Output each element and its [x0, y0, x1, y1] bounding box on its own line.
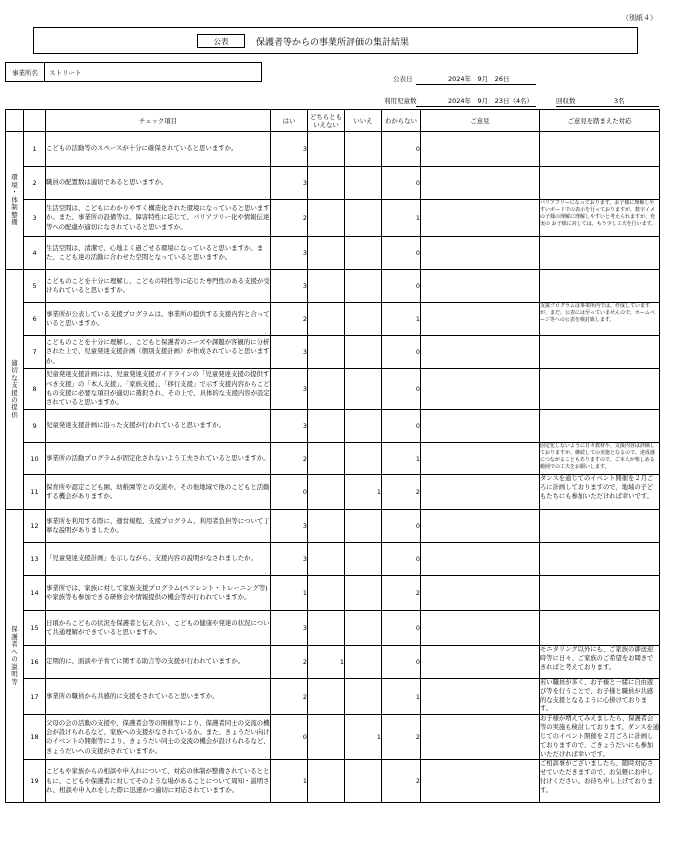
unknown-count: 0 — [382, 167, 421, 200]
no-count — [345, 679, 382, 715]
category-label-char: 体 — [11, 195, 18, 204]
row-number: 15 — [24, 611, 46, 646]
check-item: 職員の配置数は適切であると思いますか。 — [46, 167, 271, 200]
unknown-count: 0 — [382, 132, 421, 167]
neither-count — [308, 543, 345, 576]
annex-label: （別紙４） — [622, 14, 657, 22]
yes-count: 3 — [271, 369, 308, 410]
page-title: 保護者等からの事業所評価の集計結果 — [256, 38, 410, 48]
yes-count: 0 — [271, 715, 308, 760]
response-text — [540, 336, 660, 369]
users-underline — [416, 106, 536, 107]
check-item: 事業所では、家族に対して家族支援プログラム(ペアレント・トレーニング等)や家族等も参加できる研修会や情報提供の機会等が行われていますか。 — [46, 576, 271, 611]
header-item: チェック項目 — [46, 110, 271, 132]
opinion-text — [421, 611, 540, 646]
check-item: 児童発達支援計画に沿った支援が行われていると思いますか。 — [46, 410, 271, 443]
check-item: 生活空間は、清潔で、心地よく過ごせる環境になっていると思いますか。また、こども達の活動に合わせた空間となっていると思いますか。 — [46, 237, 271, 270]
date-underline — [416, 84, 536, 85]
yes-count: 2 — [271, 200, 308, 237]
yes-count: 3 — [271, 270, 308, 303]
unknown-count: 0 — [382, 646, 421, 679]
opinion-text — [421, 646, 540, 679]
response-text — [540, 132, 660, 167]
yes-count: 3 — [271, 543, 308, 576]
category-label-char: 保 — [11, 625, 18, 634]
neither-count — [308, 576, 345, 611]
row-number: 13 — [24, 543, 46, 576]
neither-count — [308, 270, 345, 303]
row-number: 10 — [24, 443, 46, 475]
responses-value: 3名 — [614, 97, 625, 105]
neither-count — [308, 200, 345, 237]
row-number: 7 — [24, 336, 46, 369]
unknown-count: 1 — [382, 443, 421, 475]
table-row — [6, 715, 660, 760]
neither-count — [308, 303, 345, 336]
row-number: 11 — [24, 475, 46, 510]
category-label-char: 説 — [11, 662, 18, 671]
table-row — [6, 303, 660, 336]
row-number: 1 — [24, 132, 46, 167]
check-item: 父母の会の活動の支援や、保護者会等の開催等により、保護者同士の交流の機会が設けられるなど、家族への支援がなされているか。また、きょうだい向けのイベントの開催等により、きょうだい同士の交流の機会が設けられるなど、きょうだいへの支援がされていますか。 — [46, 715, 271, 760]
unknown-count: 0 — [382, 611, 421, 646]
opinion-text — [421, 369, 540, 410]
no-count: 1 — [345, 715, 382, 760]
opinion-text — [421, 715, 540, 760]
unknown-count: 0 — [382, 336, 421, 369]
category-label-char: 護 — [11, 632, 18, 641]
table-row — [6, 576, 660, 611]
category-label-char: 明 — [11, 670, 18, 679]
no-count — [345, 303, 382, 336]
category-label-char: へ — [11, 647, 18, 656]
yes-count: 2 — [271, 443, 308, 475]
response-text — [540, 167, 660, 200]
table-row — [6, 237, 660, 270]
yes-count: 1 — [271, 576, 308, 611]
check-item: 「児童発達支援計画」を示しながら、支援内容の説明がなされましたか。 — [46, 543, 271, 576]
opinion-text — [421, 270, 540, 303]
table-row — [6, 510, 660, 543]
table-row — [6, 611, 660, 646]
neither-count — [308, 443, 345, 475]
neither-count — [308, 510, 345, 543]
neither-count — [308, 760, 345, 803]
no-count — [345, 200, 382, 237]
response-text: ダンスを通じてのイベント開催を２月ごろに計画しておりますので、地域の子どもたちにも参加いただければ幸いです。 — [540, 475, 660, 510]
evaluation-table — [5, 109, 660, 803]
row-number: 9 — [24, 410, 46, 443]
yes-count: 2 — [271, 679, 308, 715]
check-item: 保育所や認定こども園、幼稚園等との交流や、その他地域で他のこどもと活動する機会がありますか。 — [46, 475, 271, 510]
no-count — [345, 543, 382, 576]
table-row — [6, 369, 660, 410]
row-number: 12 — [24, 510, 46, 543]
opinion-text — [421, 167, 540, 200]
response-text: ご相談事がございましたら、随時対応させていただきますので、お気軽にお申し付けください。お待ち申し上げております。 — [540, 760, 660, 803]
yes-count: 0 — [271, 475, 308, 510]
row-number: 5 — [24, 270, 46, 303]
neither-count — [308, 237, 345, 270]
header-opinion: ご意見 — [421, 110, 540, 132]
header-no: いいえ — [345, 110, 382, 132]
no-count — [345, 132, 382, 167]
no-count — [345, 369, 382, 410]
opinion-text — [421, 760, 540, 803]
row-number: 4 — [24, 237, 46, 270]
opinion-text — [421, 303, 540, 336]
no-count — [345, 410, 382, 443]
yes-count: 3 — [271, 167, 308, 200]
response-text: モニタリング以外にも、ご家族の御送迎時等に日々、ご家族のご希望をお聞きできればと考えております。 — [540, 646, 660, 679]
row-number: 6 — [24, 303, 46, 336]
neither-count — [308, 715, 345, 760]
row-number: 2 — [24, 167, 46, 200]
response-text — [540, 611, 660, 646]
header-unknown: わからない — [382, 110, 421, 132]
opinion-text — [421, 237, 540, 270]
category-label-char: ・ — [11, 188, 18, 197]
table-row — [6, 200, 660, 237]
opinion-text — [421, 510, 540, 543]
yes-count: 2 — [271, 646, 308, 679]
check-item: 生活空間は、こどもにわかりやすく構造化された環境になっていると思いますか。また、事業所の設備等は、障害特性に応じて、バリアフリー化や情報伝達等への配慮が適切になされていると思いますか。 — [46, 200, 271, 237]
category-label-char: 等 — [11, 677, 18, 686]
yes-count: 2 — [271, 303, 308, 336]
header-blank — [24, 110, 46, 132]
table-row — [6, 760, 660, 803]
yes-count: 3 — [271, 611, 308, 646]
check-item: 事業所が公表している支援プログラムは、事業所の提供する支援内容と合っていると思いますか。 — [46, 303, 271, 336]
responses-underline — [556, 106, 659, 107]
response-text: バリアフリーになっております。お子様に理解しやすいボードでの表示を行っておりますが、数字イメの子様の理解に理解しやすいと考えられますが、充実の お子様に対しては、もう少し工夫を行います。 — [540, 200, 660, 237]
row-number: 8 — [24, 369, 46, 410]
category-label-char: の — [11, 655, 18, 664]
row-number: 17 — [24, 679, 46, 715]
yes-count: 3 — [271, 336, 308, 369]
table-row — [6, 679, 660, 715]
category-label-char: 備 — [11, 218, 18, 227]
category-label-char: 提 — [11, 403, 18, 412]
row-number: 3 — [24, 200, 46, 237]
table-row — [6, 167, 660, 200]
unknown-count: 0 — [382, 270, 421, 303]
yes-count: 3 — [271, 510, 308, 543]
public-badge: 公表 — [197, 34, 245, 48]
response-text: お子様が増えてみえましたら、保護者会等の実施も検討しております。ダンスを通じてのイベント開催を２月ごろに計画しておりますので、ごきょうだいにも参加いただければ幸いです。 — [540, 715, 660, 760]
yes-count: 1 — [271, 760, 308, 803]
header-neither: どちらともいえない — [308, 110, 345, 132]
category-cell — [6, 132, 24, 270]
unknown-count: 0 — [382, 510, 421, 543]
category-label-char: 者 — [11, 640, 18, 649]
publication-date-label: 公表日 — [393, 75, 413, 83]
unknown-count: 1 — [382, 679, 421, 715]
check-item: 事業所を利用する際に、運営規程、支援プログラム、利用者負担等について丁寧な説明がありましたか。 — [46, 510, 271, 543]
check-item: こどものことを十分に理解し、こどもの特性等に応じた専門性のある支援が受けられていると思いますか。 — [46, 270, 271, 303]
office-box — [5, 62, 262, 82]
no-count — [345, 611, 382, 646]
neither-count — [308, 167, 345, 200]
table-row — [6, 336, 660, 369]
check-item: 事業所の活動プログラムが固定化されないよう工夫されていると思いますか。 — [46, 443, 271, 475]
unknown-count: 0 — [382, 410, 421, 443]
responses-label: 回収数 — [556, 97, 576, 105]
opinion-text — [421, 679, 540, 715]
neither-count — [308, 369, 345, 410]
table-header-row — [6, 110, 660, 132]
category-cell — [6, 270, 24, 510]
row-number: 14 — [24, 576, 46, 611]
check-item: 児童発達支援計画には、児童発達支援ガイドラインの「児童発達支援の提供すべき支援」の「本人支援」、「家族支援」、「移行支援」で示す支援内容からこどもの支援に必要な項目が適切に選択され、その上で、具体的な支援内容が設定されていると思いますか。 — [46, 369, 271, 410]
unknown-count: 0 — [382, 237, 421, 270]
table-row — [6, 443, 660, 475]
opinion-text — [421, 410, 540, 443]
neither-count: 1 — [308, 646, 345, 679]
no-count — [345, 510, 382, 543]
unknown-count: 2 — [382, 475, 421, 510]
opinion-text — [421, 336, 540, 369]
no-count — [345, 576, 382, 611]
table-row — [6, 475, 660, 510]
response-text — [540, 543, 660, 576]
category-label-char: な — [11, 373, 18, 382]
check-item: 日頃からこどもの状況を保護者と伝え合い、こどもの健康や発達の状況について共通理解ができていると思いますか。 — [46, 611, 271, 646]
row-number: 18 — [24, 715, 46, 760]
no-count — [345, 646, 382, 679]
response-text — [540, 270, 660, 303]
no-count — [345, 336, 382, 369]
category-label-char: の — [11, 395, 18, 404]
response-text — [540, 369, 660, 410]
table-row — [6, 543, 660, 576]
category-label-char: 制 — [11, 203, 18, 212]
yes-count: 3 — [271, 237, 308, 270]
response-text — [540, 576, 660, 611]
office-label: 事業所名 — [6, 63, 45, 81]
table-row — [6, 132, 660, 167]
row-number: 16 — [24, 646, 46, 679]
response-text: 支援プログラムは事業所内では、作成していますが、まだ、公表には至っていませんので、ホームページ等への公表を検討致します。 — [540, 303, 660, 336]
opinion-text — [421, 475, 540, 510]
unknown-count: 2 — [382, 576, 421, 611]
users-value: 2024年 9月 23日（4名） — [448, 97, 534, 105]
unknown-count: 2 — [382, 760, 421, 803]
yes-count: 3 — [271, 410, 308, 443]
category-label-char: 整 — [11, 210, 18, 219]
table-row — [6, 646, 660, 679]
category-label-char: 適 — [11, 358, 18, 367]
response-text: 若い職員が多く、お子様と一緒に自由遊び等を行うことで、お子様と職員が共感的な支援となるように心掛けております。 — [540, 679, 660, 715]
check-item: こどもや家族からの相談や申入れについて、対応の体制が整備されているとともに、こどもや保護者に対してそのような場があることについて周知・説明され、相談や申入れをした際に迅速かつ適切に対応されていますか。 — [46, 760, 271, 803]
unknown-count: 2 — [382, 715, 421, 760]
opinion-text — [421, 443, 540, 475]
check-item: こどものことを十分に理解し、こどもと保護者のニーズや課題が客観的に分析された上で、児童発達支援計画（個別支援計画）が作成されていると思いますか。 — [46, 336, 271, 369]
neither-count — [308, 475, 345, 510]
category-label-char: 支 — [11, 381, 18, 390]
header-response: ご意見を踏まえた対応 — [540, 110, 660, 132]
opinion-text — [421, 132, 540, 167]
opinion-text — [421, 200, 540, 237]
neither-count — [308, 132, 345, 167]
check-item: こどもの活動等のスペースが十分に確保されていると思いますか。 — [46, 132, 271, 167]
category-label-char: 切 — [11, 366, 18, 375]
category-label-char: 援 — [11, 388, 18, 397]
no-count — [345, 270, 382, 303]
publication-date-value: 2024年 9月 26日 — [448, 75, 510, 83]
check-item: 定期的に、面談や子育てに関する助言等の支援が行われていますか。 — [46, 646, 271, 679]
neither-count — [308, 679, 345, 715]
users-label: 利用児童数 — [384, 97, 417, 105]
title-box — [33, 27, 638, 54]
office-name: ストリート — [49, 68, 82, 77]
table-row — [6, 410, 660, 443]
response-text — [540, 410, 660, 443]
no-count — [345, 760, 382, 803]
category-label-char: 供 — [11, 410, 18, 419]
unknown-count: 0 — [382, 543, 421, 576]
unknown-count: 0 — [382, 369, 421, 410]
opinion-text — [421, 543, 540, 576]
no-count: 1 — [345, 475, 382, 510]
response-text — [540, 237, 660, 270]
no-count — [345, 443, 382, 475]
yes-count: 3 — [271, 132, 308, 167]
neither-count — [308, 336, 345, 369]
no-count — [345, 237, 382, 270]
table-row — [6, 270, 660, 303]
header-blank — [6, 110, 24, 132]
opinion-text — [421, 576, 540, 611]
category-label-char: 境 — [11, 180, 18, 189]
no-count — [345, 167, 382, 200]
category-cell — [6, 510, 24, 803]
neither-count — [308, 410, 345, 443]
header-yes: はい — [271, 110, 308, 132]
response-text: 固定化しないように日々教材や、支援内容は評価しておりますが、継続しての実施となるので、達成感につながることもありますので、ご本人が楽しめる範囲での工夫をお願いします。 — [540, 443, 660, 475]
response-text — [540, 510, 660, 543]
unknown-count: 1 — [382, 303, 421, 336]
row-number: 19 — [24, 760, 46, 803]
check-item: 事業所の職員から共感的に支援をされていると思いますか。 — [46, 679, 271, 715]
neither-count — [308, 611, 345, 646]
unknown-count: 1 — [382, 200, 421, 237]
category-label-char: 環 — [11, 173, 18, 182]
